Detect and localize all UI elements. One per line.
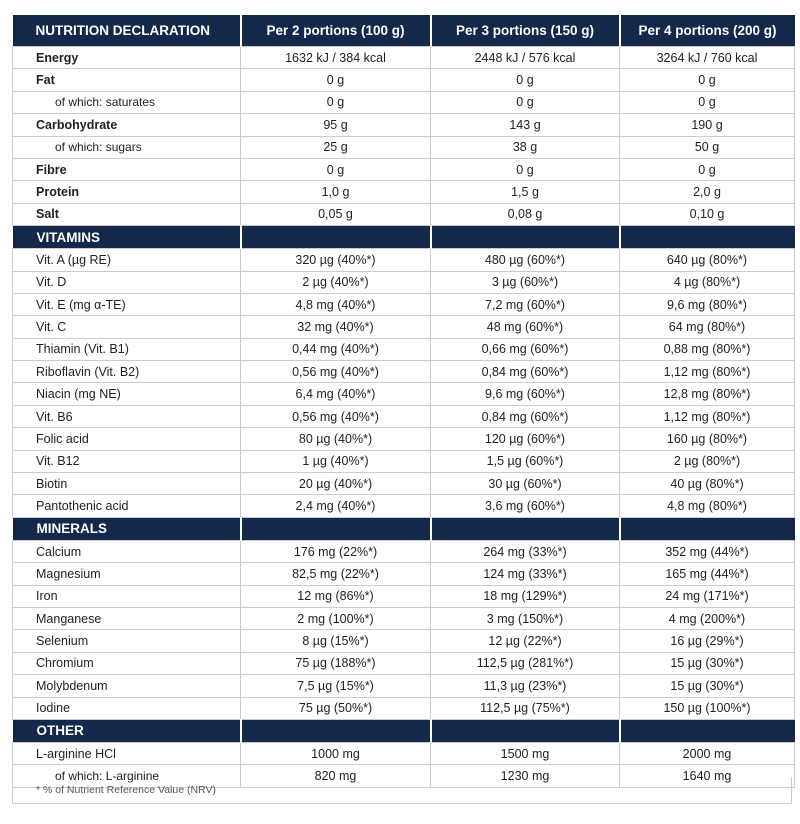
table-row bbox=[13, 540, 795, 562]
row-label: Vit. A (µg RE) bbox=[13, 249, 241, 271]
table-row bbox=[13, 630, 795, 652]
row-label: of which: sugars bbox=[13, 136, 241, 158]
row-value: 7,2 mg (60%*) bbox=[431, 293, 620, 315]
vitamins-section-header bbox=[13, 226, 795, 249]
table-row bbox=[13, 607, 795, 629]
row-label: of which: L-arginine bbox=[13, 765, 241, 787]
row-value: 0,05 g bbox=[241, 203, 431, 225]
row-label: Vit. C bbox=[13, 316, 241, 338]
minerals-section bbox=[13, 540, 795, 719]
row-value: 75 µg (188%*) bbox=[241, 652, 431, 674]
row-value: 1,5 µg (60%*) bbox=[431, 450, 620, 472]
row-value: 8 µg (15%*) bbox=[241, 630, 431, 652]
row-value: 6,4 mg (40%*) bbox=[241, 383, 431, 405]
row-value: 0,08 g bbox=[431, 203, 620, 225]
row-value: 32 mg (40%*) bbox=[241, 316, 431, 338]
row-value: 12 mg (86%*) bbox=[241, 585, 431, 607]
row-value: 352 mg (44%*) bbox=[620, 540, 795, 562]
row-value: 3 µg (60%*) bbox=[431, 271, 620, 293]
row-value: 1,12 mg (80%*) bbox=[620, 361, 795, 383]
section-title-vitamins: VITAMINS bbox=[13, 226, 241, 249]
row-value: 1632 kJ / 384 kcal bbox=[241, 47, 431, 69]
row-value: 38 g bbox=[431, 136, 620, 158]
table-row bbox=[13, 91, 795, 113]
row-value: 48 mg (60%*) bbox=[431, 316, 620, 338]
row-value: 264 mg (33%*) bbox=[431, 540, 620, 562]
row-value: 12 µg (22%*) bbox=[431, 630, 620, 652]
table-row bbox=[13, 495, 795, 517]
row-value: 4 mg (200%*) bbox=[620, 607, 795, 629]
row-label: Thiamin (Vit. B1) bbox=[13, 338, 241, 360]
row-value: 0 g bbox=[431, 91, 620, 113]
row-value: 2 mg (100%*) bbox=[241, 607, 431, 629]
row-value: 120 µg (60%*) bbox=[431, 428, 620, 450]
row-label: Calcium bbox=[13, 540, 241, 562]
row-value: 16 µg (29%*) bbox=[620, 630, 795, 652]
row-value: 0,56 mg (40%*) bbox=[241, 405, 431, 427]
table-row bbox=[13, 271, 795, 293]
table-row bbox=[13, 675, 795, 697]
row-value: 1,0 g bbox=[241, 181, 431, 203]
row-value: 2 µg (80%*) bbox=[620, 450, 795, 472]
table-row bbox=[13, 383, 795, 405]
table-row bbox=[13, 203, 795, 225]
table-row bbox=[13, 114, 795, 136]
footnote: * % of Nutrient Reference Value (NRV) bbox=[12, 777, 792, 804]
header-per-4-portions: Per 4 portions (200 g) bbox=[620, 15, 795, 47]
row-label: of which: saturates bbox=[13, 91, 241, 113]
header-row bbox=[13, 15, 795, 47]
row-value: 320 µg (40%*) bbox=[241, 249, 431, 271]
row-value: 0 g bbox=[241, 69, 431, 91]
row-value: 11,3 µg (23%*) bbox=[431, 675, 620, 697]
row-value: 480 µg (60%*) bbox=[431, 249, 620, 271]
row-label: Vit. B12 bbox=[13, 450, 241, 472]
row-value: 0 g bbox=[620, 69, 795, 91]
row-value: 1,5 g bbox=[431, 181, 620, 203]
row-value: 0,84 mg (60%*) bbox=[431, 361, 620, 383]
header-per-2-portions: Per 2 portions (100 g) bbox=[241, 15, 431, 47]
row-value: 143 g bbox=[431, 114, 620, 136]
row-value: 2,0 g bbox=[620, 181, 795, 203]
row-value: 0 g bbox=[431, 158, 620, 180]
section-row-minerals bbox=[13, 517, 795, 540]
row-value: 3264 kJ / 760 kcal bbox=[620, 47, 795, 69]
row-value: 95 g bbox=[241, 114, 431, 136]
row-value: 40 µg (80%*) bbox=[620, 473, 795, 495]
row-value: 1000 mg bbox=[241, 742, 431, 764]
row-value: 4 µg (80%*) bbox=[620, 271, 795, 293]
row-value: 3,6 mg (60%*) bbox=[431, 495, 620, 517]
row-value: 15 µg (30%*) bbox=[620, 675, 795, 697]
row-label: Iron bbox=[13, 585, 241, 607]
row-value: 1640 mg bbox=[620, 765, 795, 787]
row-label: Vit. E (mg α-TE) bbox=[13, 293, 241, 315]
table-row bbox=[13, 473, 795, 495]
minerals-section-header bbox=[13, 517, 795, 540]
row-value: 0 g bbox=[241, 91, 431, 113]
row-label: Niacin (mg NE) bbox=[13, 383, 241, 405]
section-title-other: OTHER bbox=[13, 719, 241, 742]
row-value: 165 mg (44%*) bbox=[620, 563, 795, 585]
row-value: 0,56 mg (40%*) bbox=[241, 361, 431, 383]
row-value: 1230 mg bbox=[431, 765, 620, 787]
row-label: Energy bbox=[13, 47, 241, 69]
row-value: 1500 mg bbox=[431, 742, 620, 764]
row-label: Fat bbox=[13, 69, 241, 91]
nutrition-table bbox=[12, 15, 795, 788]
row-value: 0,66 mg (60%*) bbox=[431, 338, 620, 360]
row-label: Pantothenic acid bbox=[13, 495, 241, 517]
row-value: 9,6 mg (60%*) bbox=[431, 383, 620, 405]
section-title-minerals: MINERALS bbox=[13, 517, 241, 540]
row-value: 80 µg (40%*) bbox=[241, 428, 431, 450]
row-value: 160 µg (80%*) bbox=[620, 428, 795, 450]
row-value: 0 g bbox=[431, 69, 620, 91]
nutrition-section bbox=[13, 47, 795, 226]
row-label: Manganese bbox=[13, 607, 241, 629]
section-row-other bbox=[13, 719, 795, 742]
table-row bbox=[13, 338, 795, 360]
table-row bbox=[13, 450, 795, 472]
row-value: 2000 mg bbox=[620, 742, 795, 764]
row-value: 15 µg (30%*) bbox=[620, 652, 795, 674]
table-row bbox=[13, 158, 795, 180]
row-value: 0,84 mg (60%*) bbox=[431, 405, 620, 427]
row-value: 20 µg (40%*) bbox=[241, 473, 431, 495]
table-row bbox=[13, 293, 795, 315]
header-per-3-portions: Per 3 portions (150 g) bbox=[431, 15, 620, 47]
row-label: Protein bbox=[13, 181, 241, 203]
table-row bbox=[13, 361, 795, 383]
nutrition-table-container bbox=[12, 15, 794, 788]
row-value: 1 µg (40%*) bbox=[241, 450, 431, 472]
row-label: Biotin bbox=[13, 473, 241, 495]
row-label: Folic acid bbox=[13, 428, 241, 450]
row-value: 24 mg (171%*) bbox=[620, 585, 795, 607]
table-row bbox=[13, 69, 795, 91]
vitamins-section bbox=[13, 249, 795, 518]
table-row bbox=[13, 697, 795, 719]
row-value: 0 g bbox=[241, 158, 431, 180]
table-row bbox=[13, 181, 795, 203]
row-label: Selenium bbox=[13, 630, 241, 652]
row-value: 112,5 µg (281%*) bbox=[431, 652, 620, 674]
row-value: 2448 kJ / 576 kcal bbox=[431, 47, 620, 69]
table-row bbox=[13, 136, 795, 158]
row-value: 0 g bbox=[620, 158, 795, 180]
row-label: Magnesium bbox=[13, 563, 241, 585]
row-value: 2,4 mg (40%*) bbox=[241, 495, 431, 517]
row-value: 4,8 mg (80%*) bbox=[620, 495, 795, 517]
row-value: 112,5 µg (75%*) bbox=[431, 697, 620, 719]
table-row bbox=[13, 428, 795, 450]
row-value: 820 mg bbox=[241, 765, 431, 787]
row-value: 30 µg (60%*) bbox=[431, 473, 620, 495]
row-value: 4,8 mg (40%*) bbox=[241, 293, 431, 315]
table-row bbox=[13, 742, 795, 764]
row-value: 9,6 mg (80%*) bbox=[620, 293, 795, 315]
row-label: Salt bbox=[13, 203, 241, 225]
row-value: 0,44 mg (40%*) bbox=[241, 338, 431, 360]
row-label: Vit. B6 bbox=[13, 405, 241, 427]
row-label: Iodine bbox=[13, 697, 241, 719]
row-value: 82,5 mg (22%*) bbox=[241, 563, 431, 585]
row-value: 1,12 mg (80%*) bbox=[620, 405, 795, 427]
row-label: Chromium bbox=[13, 652, 241, 674]
row-label: L-arginine HCl bbox=[13, 742, 241, 764]
row-label: Riboflavin (Vit. B2) bbox=[13, 361, 241, 383]
table-row bbox=[13, 563, 795, 585]
table-row bbox=[13, 405, 795, 427]
row-value: 190 g bbox=[620, 114, 795, 136]
row-value: 12,8 mg (80%*) bbox=[620, 383, 795, 405]
row-label: Vit. D bbox=[13, 271, 241, 293]
table-row bbox=[13, 47, 795, 69]
row-label: Carbohydrate bbox=[13, 114, 241, 136]
row-value: 3 mg (150%*) bbox=[431, 607, 620, 629]
table-row bbox=[13, 585, 795, 607]
table-row bbox=[13, 316, 795, 338]
row-label: Fibre bbox=[13, 158, 241, 180]
row-value: 176 mg (22%*) bbox=[241, 540, 431, 562]
row-value: 124 mg (33%*) bbox=[431, 563, 620, 585]
row-value: 0,88 mg (80%*) bbox=[620, 338, 795, 360]
row-value: 0,10 g bbox=[620, 203, 795, 225]
header-nutrition-declaration: NUTRITION DECLARATION bbox=[13, 15, 241, 47]
row-value: 150 µg (100%*) bbox=[620, 697, 795, 719]
row-value: 18 mg (129%*) bbox=[431, 585, 620, 607]
row-value: 2 µg (40%*) bbox=[241, 271, 431, 293]
row-value: 7,5 µg (15%*) bbox=[241, 675, 431, 697]
row-label: Molybdenum bbox=[13, 675, 241, 697]
row-value: 25 g bbox=[241, 136, 431, 158]
row-value: 64 mg (80%*) bbox=[620, 316, 795, 338]
table-row bbox=[13, 652, 795, 674]
table-row bbox=[13, 249, 795, 271]
row-value: 75 µg (50%*) bbox=[241, 697, 431, 719]
other-section-header bbox=[13, 719, 795, 742]
section-row-vitamins bbox=[13, 226, 795, 249]
row-value: 640 µg (80%*) bbox=[620, 249, 795, 271]
row-value: 0 g bbox=[620, 91, 795, 113]
row-value: 50 g bbox=[620, 136, 795, 158]
